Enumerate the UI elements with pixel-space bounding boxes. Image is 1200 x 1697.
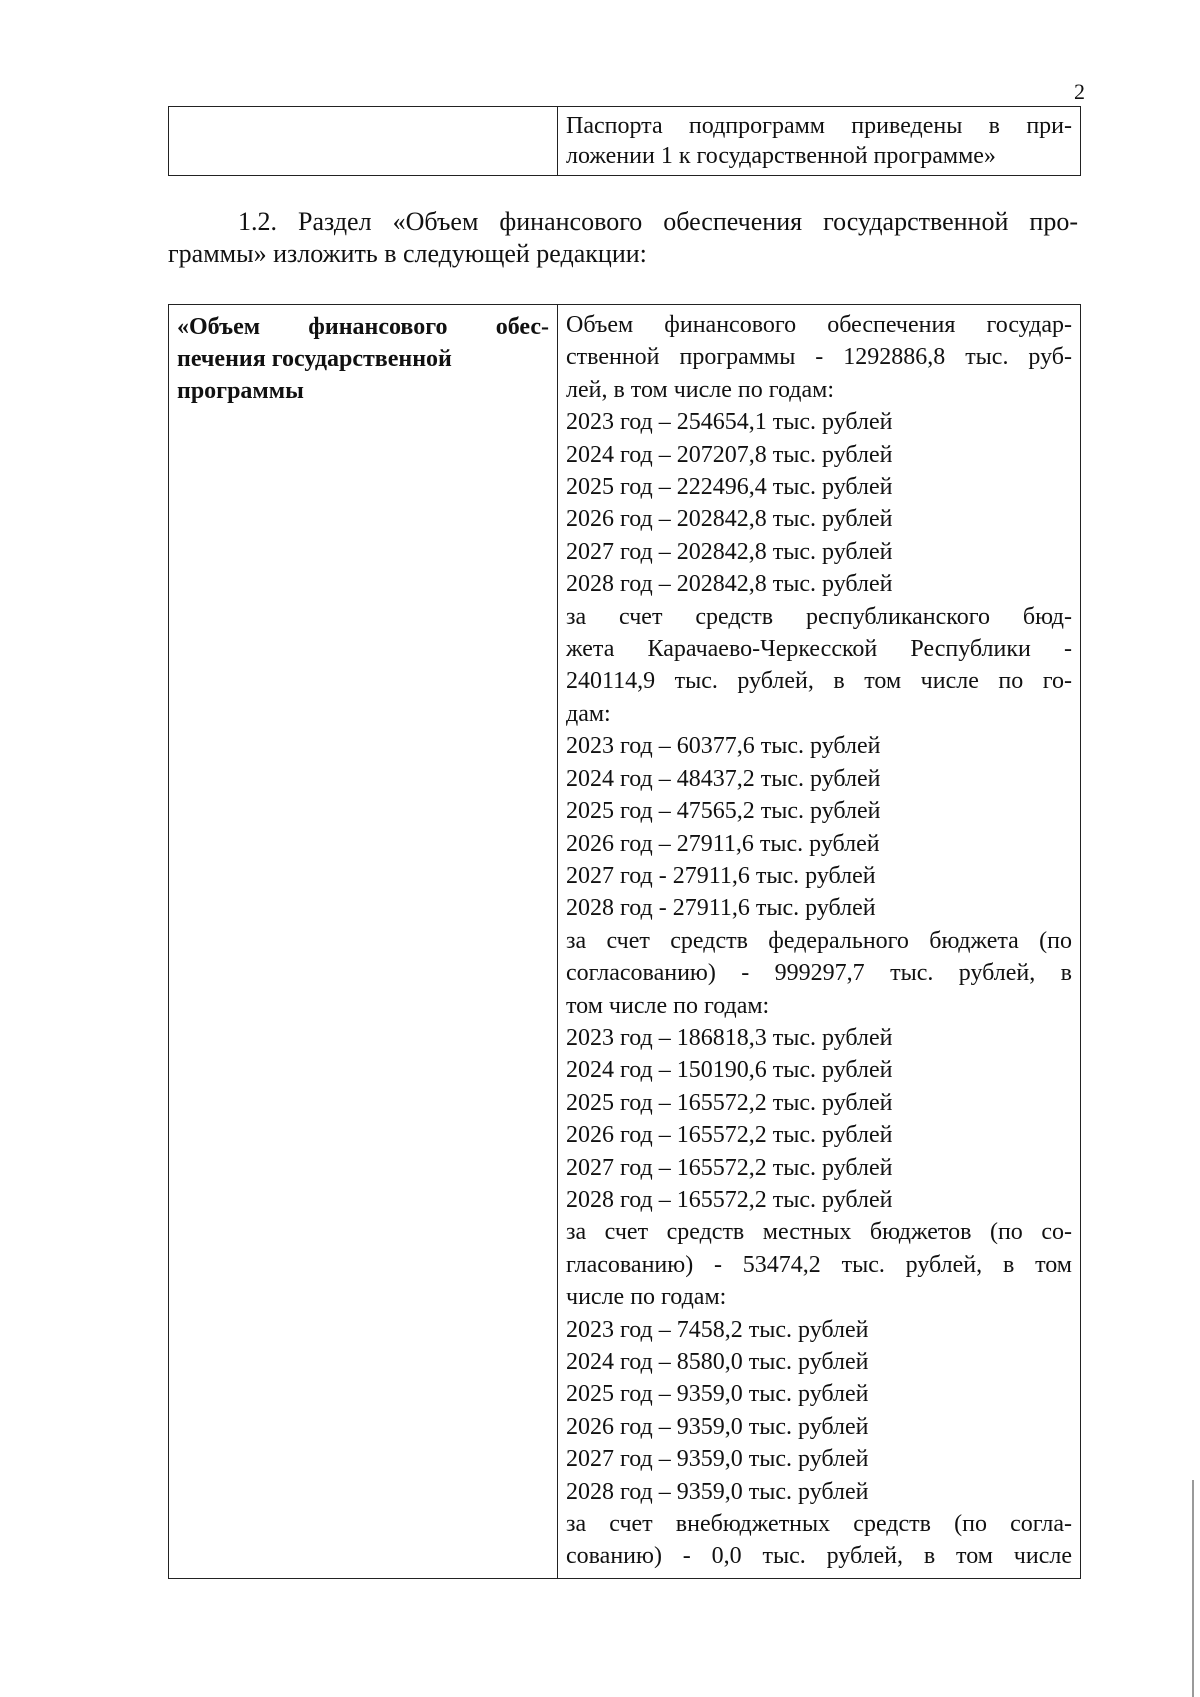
text-line: 2024 год – 150190,6 тыс. рублей: [566, 1057, 893, 1084]
table-cell-financing-details: [558, 305, 1081, 1579]
table-cell-heading: [169, 305, 558, 1579]
paragraph-line: граммы» изложить в следующей редакции:: [168, 239, 647, 268]
text-line: 2026 год – 202842,8 тыс. рублей: [566, 506, 893, 533]
text-line: Паспорта подпрограмм приведены в при-: [566, 113, 1072, 139]
text-line: 2026 год – 27911,6 тыс. рублей: [566, 830, 880, 857]
section-paragraph: [168, 206, 1078, 270]
financing-text-block: [558, 305, 1080, 1573]
text-line: жета Карачаево-Черкесской Республики -: [566, 636, 1072, 663]
text-line: 2025 год – 222496,4 тыс. рублей: [566, 474, 893, 501]
text-line: 2023 год – 254654,1 тыс. рублей: [566, 409, 893, 436]
text-line: лей, в том числе по годам:: [566, 376, 835, 403]
text-line: 2028 год – 9359,0 тыс. рублей: [566, 1478, 869, 1505]
text-line: дам:: [566, 700, 611, 727]
text-line: 2026 год – 165572,2 тыс. рублей: [566, 1122, 893, 1149]
text-line: 2026 год – 9359,0 тыс. рублей: [566, 1413, 869, 1440]
row-heading: [169, 305, 557, 407]
page-number: 2: [1074, 79, 1085, 104]
cell-text-block: [558, 107, 1080, 171]
text-line: 2023 год – 186818,3 тыс. рублей: [566, 1024, 893, 1051]
text-line: 2028 год – 165572,2 тыс. рублей: [566, 1186, 893, 1213]
table-row: [169, 305, 1081, 1579]
text-line: 2028 год – 202842,8 тыс. рублей: [566, 571, 893, 598]
text-line: том числе по годам:: [566, 992, 770, 1019]
text-line: за счет средств местных бюджетов (по со-: [566, 1219, 1072, 1246]
table-row: [169, 107, 1081, 176]
text-line: сованию) - 0,0 тыс. рублей, в том числе: [566, 1543, 1072, 1570]
text-line: 2027 год – 165572,2 тыс. рублей: [566, 1154, 893, 1181]
scan-edge-mark: [1192, 1480, 1194, 1697]
text-line: гласованию) - 53474,2 тыс. рублей, в том: [566, 1251, 1072, 1278]
text-line: 2028 год - 27911,6 тыс. рублей: [566, 895, 876, 922]
text-line: Объем финансового обеспечения государ-: [566, 312, 1072, 338]
text-line: за счет средств федерального бюджета (по: [566, 927, 1072, 954]
text-line: 240114,9 тыс. рублей, в том числе по го-: [566, 668, 1072, 695]
text-line: 2025 год – 47565,2 тыс. рублей: [566, 798, 881, 825]
text-line: 2027 год – 9359,0 тыс. рублей: [566, 1446, 869, 1473]
text-line: числе по годам:: [566, 1284, 727, 1311]
text-line: 2025 год – 165572,2 тыс. рублей: [566, 1089, 893, 1116]
text-line: 2027 год - 27911,6 тыс. рублей: [566, 862, 876, 889]
text-line: согласованию) - 999297,7 тыс. рублей, в: [566, 960, 1072, 987]
table-cell-subprogram-note: [558, 107, 1081, 176]
text-line: ственной программы - 1292886,8 тыс. руб-: [566, 344, 1072, 371]
text-line: за счет средств республиканского бюд-: [566, 603, 1072, 630]
financing-table: [168, 304, 1081, 1579]
text-line: 2024 год – 48437,2 тыс. рублей: [566, 765, 881, 792]
text-line: ложении 1 к государственной программе»: [566, 143, 996, 169]
text-line: 2024 год – 207207,8 тыс. рублей: [566, 441, 893, 468]
heading-line: «Объем финансового обес-: [177, 314, 549, 340]
top-passport-table: [168, 106, 1081, 176]
text-line: 2024 год – 8580,0 тыс. рублей: [566, 1349, 869, 1375]
text-line: 2023 год – 60377,6 тыс. рублей: [566, 733, 881, 760]
text-line: 2023 год – 7458,2 тыс. рублей: [566, 1316, 869, 1343]
heading-line: печения государственной: [177, 346, 452, 372]
text-line: за счет внебюджетных средств (по согла-: [566, 1511, 1072, 1538]
heading-line: программы: [177, 378, 304, 404]
text-line: 2027 год – 202842,8 тыс. рублей: [566, 538, 893, 565]
table-cell-empty: [169, 107, 558, 176]
paragraph-line: 1.2. Раздел «Объем финансового обеспечения государственной про-: [238, 207, 1078, 236]
text-line: 2025 год – 9359,0 тыс. рублей: [566, 1381, 869, 1408]
